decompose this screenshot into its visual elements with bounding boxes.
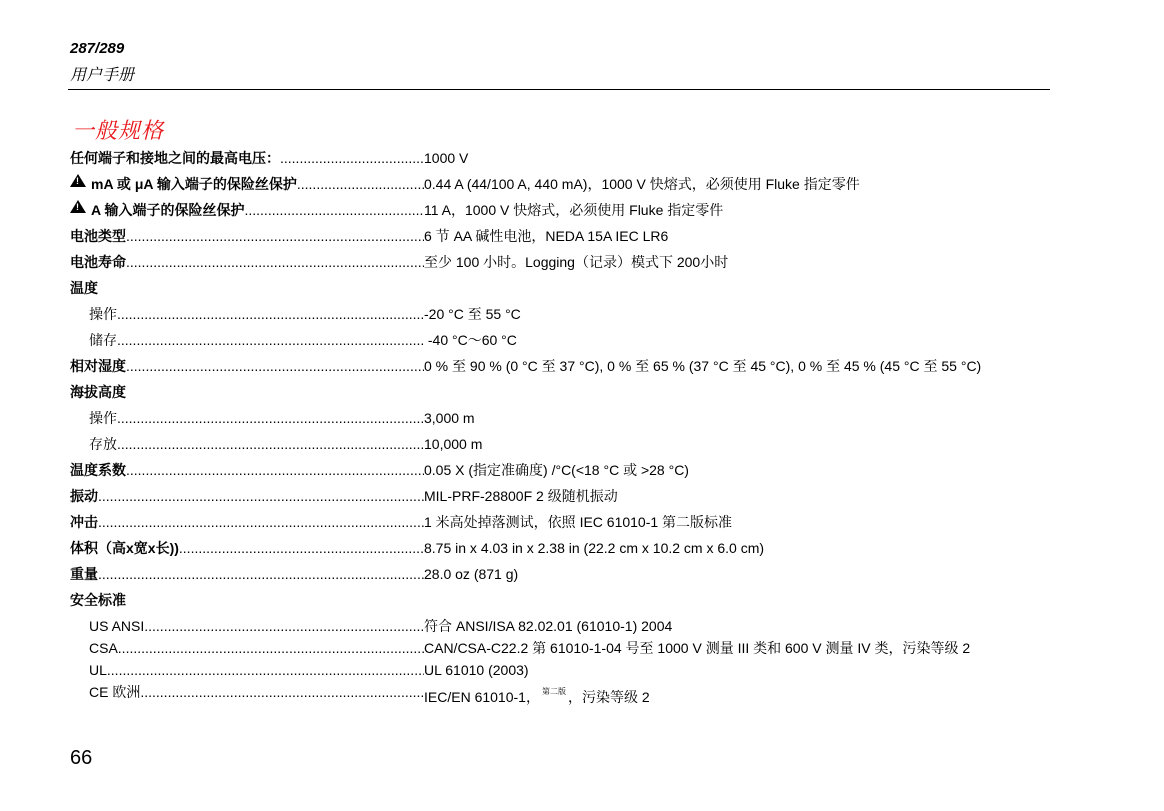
- spec-label: 温度系数: [70, 462, 126, 478]
- spec-row-size: [70, 538, 1070, 558]
- spec-value: 11 A，1000 V 快熔式，必须使用 Fluke 指定零件: [424, 202, 724, 218]
- manual-subtitle: 用户手册: [70, 65, 135, 84]
- spec-value: 1 米高处掉落测试，依照 IEC 61010-1 第二版标准: [424, 514, 733, 530]
- spec-label: mA 或 μA 输入端子的保险丝保护: [91, 176, 297, 192]
- spec-row-vibration: [70, 486, 1070, 506]
- header-divider: [68, 89, 1050, 90]
- dot-leader: [297, 174, 424, 194]
- dot-leader: [98, 512, 424, 532]
- spec-label: 体积（高x宽x长)): [70, 540, 179, 556]
- spec-row-battery-life: [70, 252, 1070, 272]
- spec-value: 0.05 X (指定准确度) /°C(<18 °C 或 >28 °C): [424, 462, 689, 478]
- spec-value: 8.75 in x 4.03 in x 2.38 in (22.2 cm x 10.2 cm x 6.0 cm): [424, 540, 765, 556]
- spec-label: 储存: [89, 332, 117, 348]
- spec-row-ce: [70, 682, 1070, 707]
- dot-leader: [126, 252, 424, 272]
- dot-leader: [126, 460, 424, 480]
- spec-value: [424, 682, 1070, 707]
- dot-leader: [118, 638, 424, 658]
- dot-leader: [107, 660, 424, 680]
- section-title: 一般规格: [72, 119, 165, 144]
- spec-value: 6 节 AA 碱性电池，NEDA 15A IEC LR6: [424, 228, 669, 244]
- spec-value: 10,000 m: [424, 436, 483, 452]
- warning-triangle-icon: [70, 174, 86, 187]
- dot-leader: [140, 682, 424, 702]
- spec-label: CE 欧洲: [89, 684, 141, 700]
- spec-group-altitude: 海拔高度: [70, 384, 126, 400]
- manual-model: 287/289: [70, 40, 125, 57]
- spec-label: 冲击: [70, 514, 98, 530]
- spec-label: 操作: [89, 410, 117, 426]
- dot-leader: [179, 538, 424, 558]
- spec-value: 0 % 至 90 % (0 °C 至 37 °C), 0 % 至 65 % (37 °C 至 45 °C), 0 % 至 45 % (45 °C 至 55 °C): [424, 358, 982, 374]
- spec-label: 相对湿度: [70, 358, 126, 374]
- dot-leader: [126, 226, 424, 246]
- spec-row-temp-operating: [70, 304, 1070, 324]
- dot-leader: [117, 434, 424, 454]
- spec-value: CAN/CSA-C22.2 第 61010-1-04 号至 1000 V 测量 III 类和 600 V 测量 IV 类，污染等级 2: [424, 640, 971, 656]
- spec-row-weight: [70, 564, 1070, 584]
- spec-value: UL 61010 (2003): [424, 662, 529, 678]
- ce-value-main: IEC/EN 61010-1，: [424, 689, 540, 705]
- spec-value: 3,000 m: [424, 410, 475, 426]
- spec-label: UL: [89, 662, 107, 678]
- dot-leader: [144, 616, 424, 636]
- spec-label: 振动: [70, 488, 98, 504]
- spec-label: 存放: [89, 436, 117, 452]
- spec-row-humidity: [70, 356, 1070, 376]
- spec-row-battery-type: [70, 226, 1070, 246]
- spec-value: 0.44 A (44/100 A, 440 mA)，1000 V 快熔式，必须使用 Fluke 指定零件: [424, 176, 860, 192]
- spec-value: -20 °C 至 55 °C: [424, 306, 521, 322]
- dot-leader: [117, 408, 424, 428]
- spec-value: MIL-PRF-28800F 2 级随机振动: [424, 488, 618, 504]
- spec-row-a-fuse: [70, 200, 1070, 220]
- spec-list: [70, 148, 1070, 709]
- page-number: 66: [70, 747, 93, 769]
- dot-leader: [280, 148, 424, 168]
- spec-label: 电池寿命: [70, 254, 126, 270]
- spec-group-temperature: 温度: [70, 280, 98, 296]
- spec-row-max-voltage: [70, 148, 1070, 168]
- spec-row-ma-fuse: [70, 174, 1070, 194]
- dot-leader: [117, 330, 424, 350]
- spec-label: A 输入端子的保险丝保护: [91, 202, 245, 218]
- spec-row-us-ansi: [70, 616, 1070, 636]
- dot-leader: [126, 356, 424, 376]
- spec-label: 重量: [70, 566, 98, 582]
- spec-value: 符合 ANSI/ISA 82.02.01 (61010-1) 2004: [424, 618, 673, 634]
- warning-triangle-icon: [70, 200, 86, 213]
- spec-label: 操作: [89, 306, 117, 322]
- dot-leader: [117, 304, 424, 324]
- spec-value: 28.0 oz (871 g): [424, 566, 519, 582]
- spec-row-altitude-storage: [70, 434, 1070, 454]
- dot-leader: [98, 564, 424, 584]
- spec-row-csa: [70, 638, 1070, 658]
- dot-leader: [244, 200, 424, 220]
- spec-row-ul: [70, 660, 1070, 680]
- spec-label: 任何端子和接地之间的最高电压：: [70, 150, 280, 166]
- spec-group-safety: 安全标准: [70, 592, 126, 608]
- spec-row-altitude-operating: [70, 408, 1070, 428]
- spec-row-shock: [70, 512, 1070, 532]
- ce-value-tail: ，污染等级 2: [567, 689, 650, 705]
- ce-value-edition: 第二版: [541, 687, 566, 696]
- spec-value: 至少 100 小时。Logging（记录）模式下 200小时: [424, 254, 729, 270]
- spec-value: -40 °C～60 °C: [424, 332, 517, 348]
- spec-row-temp-coefficient: [70, 460, 1070, 480]
- spec-label: 电池类型: [70, 228, 126, 244]
- spec-value: 1000 V: [424, 150, 469, 166]
- spec-label: CSA: [89, 640, 118, 656]
- spec-label: US ANSI: [89, 618, 145, 634]
- spec-row-temp-storage: [70, 330, 1070, 350]
- dot-leader: [98, 486, 424, 506]
